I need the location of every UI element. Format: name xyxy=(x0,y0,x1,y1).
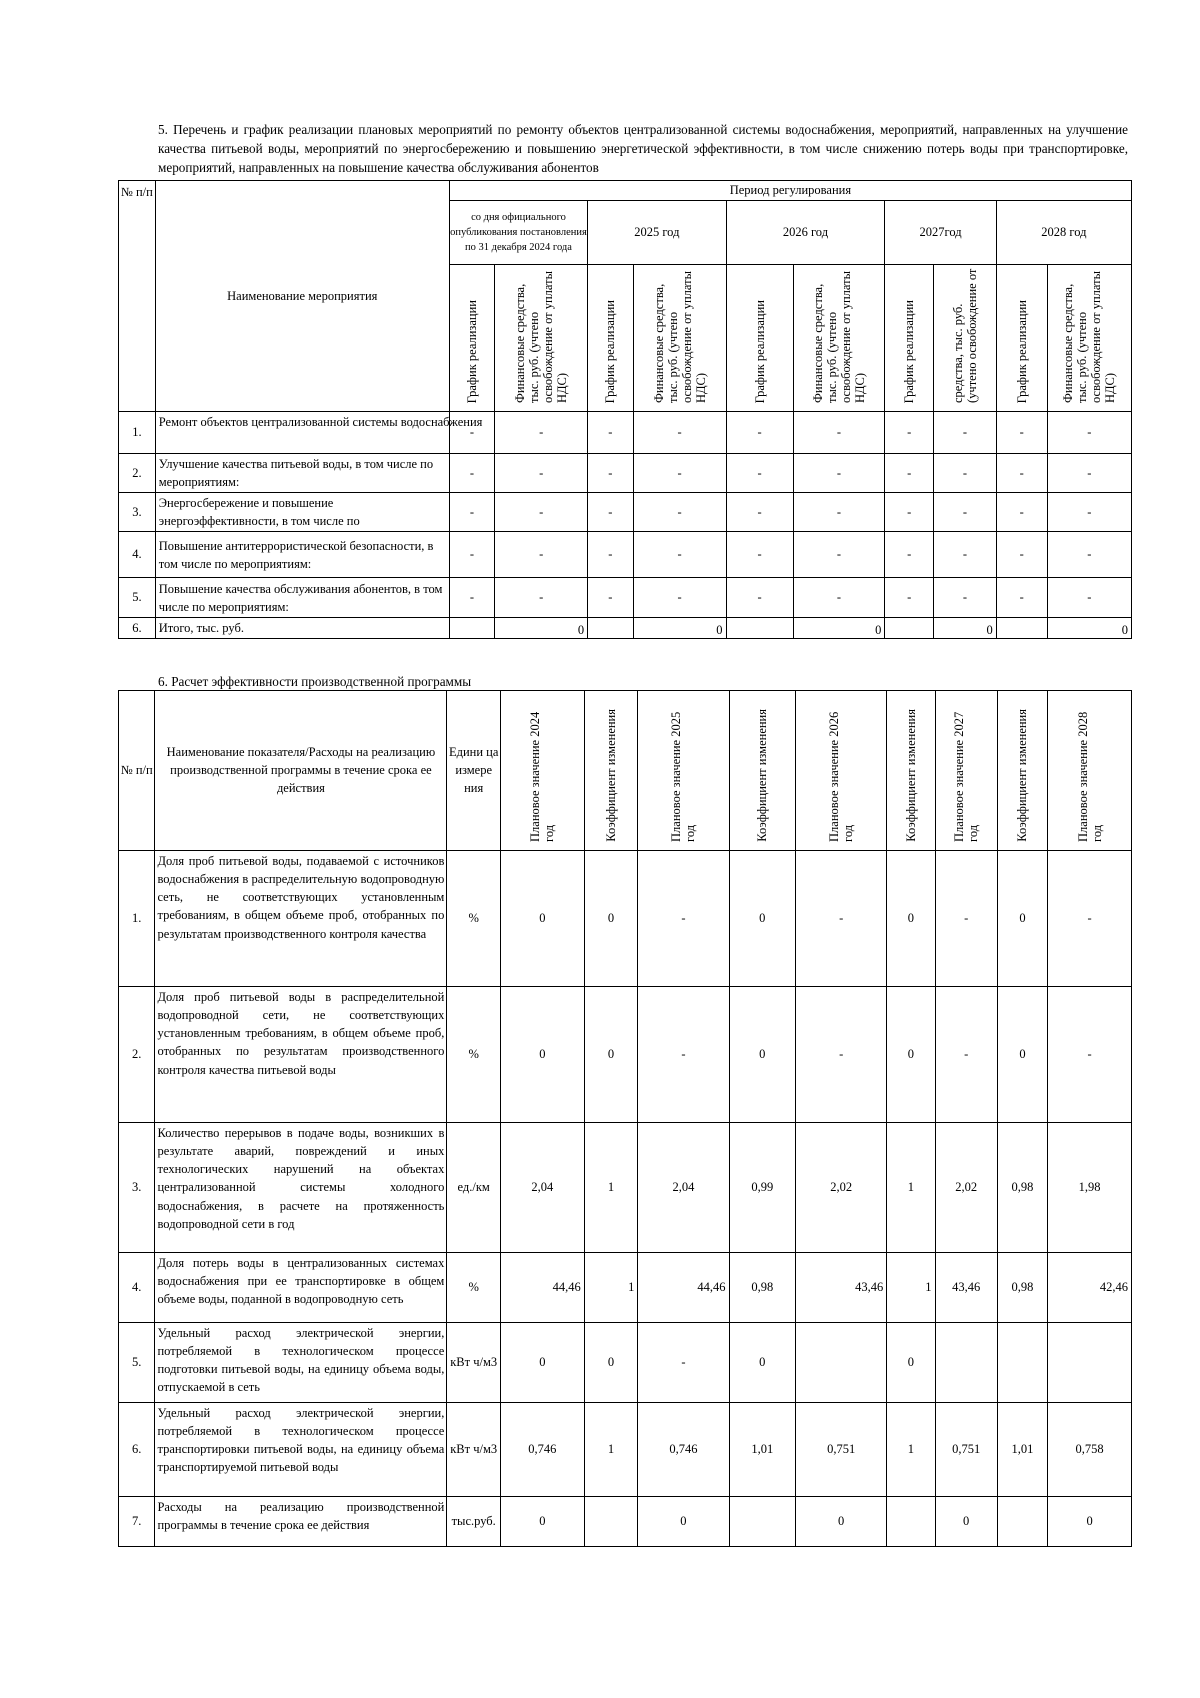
total-value: 0 xyxy=(633,618,726,639)
row-name: Удельный расход электрической энергии, потребляемой в технологическом процессе подготовки питьевой воды, на единицу объема воды, отпускаемой в сеть xyxy=(155,1322,447,1402)
row-value: - xyxy=(793,493,885,532)
total-value xyxy=(885,618,934,639)
table-row xyxy=(119,1496,1132,1546)
row-value: 1 xyxy=(887,1252,935,1322)
row-value xyxy=(887,1496,935,1546)
col-header-0: Плановое значение 2024 год xyxy=(528,711,557,842)
row-value: - xyxy=(793,532,885,578)
sub-finance-0: Финансовые средства, тыс. руб. (учтено освобождение от уплаты НДС) xyxy=(513,270,570,403)
row-value: - xyxy=(495,454,588,493)
row-value: 0 xyxy=(729,986,796,1122)
name-header: Наименование показателя/Расходы на реализацию производственной программы в течение срока ее действия xyxy=(155,691,447,851)
row-name: Ремонт объектов централизованной системы водоснабжения xyxy=(155,412,449,454)
row-value: 0,758 xyxy=(1048,1402,1132,1496)
row-value: 1 xyxy=(887,1402,935,1496)
row-value: - xyxy=(638,986,729,1122)
table-row xyxy=(119,578,1132,618)
table-row xyxy=(119,1252,1132,1322)
row-number: 5. xyxy=(119,578,156,618)
row-value: - xyxy=(633,412,726,454)
row-value: - xyxy=(638,1322,729,1402)
row-unit: % xyxy=(447,850,501,986)
row-value: 0 xyxy=(501,1496,585,1546)
row-unit: % xyxy=(447,1252,501,1322)
row-value: - xyxy=(996,532,1047,578)
row-value xyxy=(997,1496,1047,1546)
row-unit: тыс.руб. xyxy=(447,1496,501,1546)
num-header: № п/п xyxy=(119,181,156,412)
row-value: - xyxy=(885,578,934,618)
row-value: 0,98 xyxy=(997,1122,1047,1252)
row-value xyxy=(935,1322,997,1402)
total-value: 0 xyxy=(934,618,997,639)
row-value: - xyxy=(588,532,633,578)
row-value: - xyxy=(793,578,885,618)
row-value xyxy=(796,1322,887,1402)
total-value xyxy=(449,618,494,639)
row-unit: % xyxy=(447,986,501,1122)
row-value: - xyxy=(796,850,887,986)
row-value: - xyxy=(588,412,633,454)
total-value: 0 xyxy=(793,618,885,639)
row-value: 43,46 xyxy=(935,1252,997,1322)
row-number: 4. xyxy=(119,1252,155,1322)
row-name: Энергосбережение и повышение энергоэффективности, в том числе по xyxy=(155,493,449,532)
row-value: 0,98 xyxy=(729,1252,796,1322)
row-value: 0 xyxy=(887,1322,935,1402)
row-value: 0 xyxy=(501,850,585,986)
row-name: Улучшение качества питьевой воды, в том числе по мероприятиям: xyxy=(155,454,449,493)
row-unit: кВт ч/м3 xyxy=(447,1402,501,1496)
table-row xyxy=(119,1402,1132,1496)
row-value: 2,02 xyxy=(935,1122,997,1252)
period-0: со дня официального опубликования постановления по 31 декабря 2024 года xyxy=(449,201,587,265)
table-row xyxy=(119,454,1132,493)
row-number: 1. xyxy=(119,850,155,986)
row-value: - xyxy=(996,578,1047,618)
row-value: - xyxy=(633,454,726,493)
row-value: - xyxy=(1048,850,1132,986)
row-value: 44,46 xyxy=(638,1252,729,1322)
row-value: 1 xyxy=(887,1122,935,1252)
row-value: 2,02 xyxy=(796,1122,887,1252)
row-value: - xyxy=(449,493,494,532)
row-value: - xyxy=(934,532,997,578)
row-value: - xyxy=(1047,412,1131,454)
row-value: - xyxy=(793,454,885,493)
name-header: Наименование мероприятия xyxy=(155,181,449,412)
row-number: 2. xyxy=(119,454,156,493)
row-value: - xyxy=(449,578,494,618)
row-value: - xyxy=(934,454,997,493)
row-value: - xyxy=(885,412,934,454)
row-value: - xyxy=(588,454,633,493)
row-value xyxy=(1048,1322,1132,1402)
row-value: - xyxy=(934,578,997,618)
row-value: - xyxy=(726,454,793,493)
table-row xyxy=(119,532,1132,578)
row-value: - xyxy=(793,412,885,454)
row-value: - xyxy=(885,493,934,532)
row-unit: кВт ч/м3 xyxy=(447,1322,501,1402)
period-4: 2028 год xyxy=(996,201,1131,265)
sub-schedule-0: График реализации xyxy=(464,299,479,403)
row-number: 3. xyxy=(119,493,156,532)
row-value: - xyxy=(996,493,1047,532)
row-value: 1,01 xyxy=(997,1402,1047,1496)
row-value: - xyxy=(996,454,1047,493)
row-number: 2. xyxy=(119,986,155,1122)
total-value: 0 xyxy=(495,618,588,639)
row-value: - xyxy=(1047,493,1131,532)
row-value xyxy=(729,1496,796,1546)
row-value: 0 xyxy=(887,986,935,1122)
row-value: - xyxy=(495,578,588,618)
col-header-1: Коэффициент изменения xyxy=(604,709,618,842)
row-number: 5. xyxy=(119,1322,155,1402)
activities-table xyxy=(118,180,1132,639)
sub-finance-2: Финансовые средства, тыс. руб. (учтено освобождение от уплаты НДС) xyxy=(810,270,867,403)
table-row xyxy=(119,412,1132,454)
col-header-6: Плановое значение 2027 год xyxy=(952,711,981,842)
table-row xyxy=(119,850,1132,986)
row-value: - xyxy=(588,578,633,618)
unit-header: Едини ца измере ния xyxy=(447,691,501,851)
row-value: 2,04 xyxy=(501,1122,585,1252)
row-name: Доля проб питьевой воды в распределительной водопроводной сети, не соответствующих установленным требованиям, в общем объеме проб, отобранных по результатам производственного контроля качества питьевой воды xyxy=(155,986,447,1122)
table-row xyxy=(119,1122,1132,1252)
row-value xyxy=(997,1322,1047,1402)
row-value: - xyxy=(449,532,494,578)
row-value: - xyxy=(934,412,997,454)
row-number: 6. xyxy=(119,618,156,639)
row-value: - xyxy=(495,412,588,454)
row-value: 0 xyxy=(584,986,638,1122)
row-value: - xyxy=(1047,532,1131,578)
row-value: 0 xyxy=(584,850,638,986)
col-header-2: Плановое значение 2025 год xyxy=(669,711,698,842)
row-value: - xyxy=(449,454,494,493)
row-value: 0,751 xyxy=(796,1402,887,1496)
sub-schedule-1: График реализации xyxy=(603,299,618,403)
table-row xyxy=(119,986,1132,1122)
row-unit: ед./км xyxy=(447,1122,501,1252)
row-value: - xyxy=(1047,454,1131,493)
section5-title: 5. Перечень и график реализации плановых мероприятий по ремонту объектов централизованной системы водоснабжения, мероприятий, направленных на улучшение качества питьевой воды, мероприятий по энергосбережению и повышению энергетической эффективности, в том числе снижению потерь воды при транспортировке, мероприятий, направленных на повышение качества обслуживания абонентов xyxy=(158,122,1128,175)
row-name: Количество перерывов в подаче воды, возникших в результате аварий, повреждений и иных технологических нарушений на объектах централизованной системы холодного водоснабжения, в расчете на протяженность водопроводной сети в год xyxy=(155,1122,447,1252)
row-number: 3. xyxy=(119,1122,155,1252)
col-header-8: Плановое значение 2028 год xyxy=(1075,711,1104,842)
row-value: - xyxy=(935,986,997,1122)
row-value: 0 xyxy=(1048,1496,1132,1546)
row-value: 0 xyxy=(935,1496,997,1546)
row-name: Удельный расход электрической энергии, потребляемой в технологическом процессе транспортировки питьевой воды, на единицу объема транспортируемой питьевой воды xyxy=(155,1402,447,1496)
row-value: 0,751 xyxy=(935,1402,997,1496)
row-value: - xyxy=(495,532,588,578)
row-value: 0,746 xyxy=(501,1402,585,1496)
row-value: 0 xyxy=(796,1496,887,1546)
row-value: 0 xyxy=(729,850,796,986)
sub-finance-4: Финансовые средства, тыс. руб. (учтено освобождение от уплаты НДС) xyxy=(1061,270,1118,403)
row-value: - xyxy=(934,493,997,532)
row-value: - xyxy=(633,532,726,578)
row-value: 0 xyxy=(584,1322,638,1402)
row-value: 0,98 xyxy=(997,1252,1047,1322)
row-value: - xyxy=(726,578,793,618)
num-header: № п/п xyxy=(119,691,155,851)
sub-schedule-3: График реализации xyxy=(902,299,917,403)
sub-schedule-4: График реализации xyxy=(1014,299,1029,403)
row-value: 44,46 xyxy=(501,1252,585,1322)
sub-schedule-2: График реализации xyxy=(752,299,767,403)
row-number: 7. xyxy=(119,1496,155,1546)
row-value: 0,746 xyxy=(638,1402,729,1496)
section6-title: 6. Расчет эффективности производственной программы xyxy=(158,674,472,689)
col-header-4: Плановое значение 2026 год xyxy=(827,711,856,842)
row-value: - xyxy=(633,578,726,618)
row-number: 6. xyxy=(119,1402,155,1496)
row-name: Доля потерь воды в централизованных системах водоснабжения при ее транспортировке в общем объеме воды, поданной в водопроводную сеть xyxy=(155,1252,447,1322)
row-value: - xyxy=(449,412,494,454)
row-value: - xyxy=(1047,578,1131,618)
sub-finance-1: Финансовые средства, тыс. руб. (учтено освобождение от уплаты НДС) xyxy=(651,270,708,403)
table-row xyxy=(119,493,1132,532)
row-value: - xyxy=(796,986,887,1122)
row-value: - xyxy=(726,532,793,578)
row-value: 2,04 xyxy=(638,1122,729,1252)
row-value xyxy=(584,1496,638,1546)
row-value: 43,46 xyxy=(796,1252,887,1322)
col-header-7: Коэффициент изменения xyxy=(1015,709,1030,842)
row-value: 0 xyxy=(501,1322,585,1402)
row-value: - xyxy=(885,454,934,493)
row-value: 0 xyxy=(997,850,1047,986)
total-value: 0 xyxy=(1047,618,1131,639)
row-value: - xyxy=(935,850,997,986)
period-1: 2025 год xyxy=(588,201,726,265)
row-name: Расходы на реализацию производственной программы в течение срока ее действия xyxy=(155,1496,447,1546)
period-header: Период регулирования xyxy=(449,181,1131,201)
row-value: - xyxy=(726,412,793,454)
col-header-3: Коэффициент изменения xyxy=(755,709,770,842)
row-value: - xyxy=(996,412,1047,454)
row-value: - xyxy=(885,532,934,578)
row-value: 1,98 xyxy=(1048,1122,1132,1252)
total-row xyxy=(119,618,1132,639)
row-value: 1 xyxy=(584,1402,638,1496)
row-name: Итого, тыс. руб. xyxy=(155,618,449,639)
sub-finance-3: средства, тыс. руб. (учтено освобождение от xyxy=(950,268,979,403)
row-value: - xyxy=(1048,986,1132,1122)
row-value: - xyxy=(495,493,588,532)
row-value: - xyxy=(726,493,793,532)
period-3: 2027год xyxy=(885,201,996,265)
row-name: Повышение антитеррористической безопасности, в том числе по мероприятиям: xyxy=(155,532,449,578)
efficiency-table xyxy=(118,690,1132,1547)
table-row xyxy=(119,1322,1132,1402)
row-value: 1 xyxy=(584,1122,638,1252)
row-value: 42,46 xyxy=(1048,1252,1132,1322)
row-value: - xyxy=(633,493,726,532)
col-header-5: Коэффициент изменения xyxy=(903,709,918,842)
total-value xyxy=(996,618,1047,639)
period-2: 2026 год xyxy=(726,201,885,265)
row-value: 0,99 xyxy=(729,1122,796,1252)
row-number: 1. xyxy=(119,412,156,454)
row-value: 0 xyxy=(997,986,1047,1122)
row-number: 4. xyxy=(119,532,156,578)
row-value: - xyxy=(588,493,633,532)
row-name: Доля проб питьевой воды, подаваемой с источников водоснабжения в распределительную водопроводную сеть, не соответствующих установленным требованиям, в общем объеме проб, отобранных по результатам производственного контроля качества xyxy=(155,850,447,986)
total-value xyxy=(726,618,793,639)
row-value: - xyxy=(638,850,729,986)
row-value: 0 xyxy=(501,986,585,1122)
row-value: 1,01 xyxy=(729,1402,796,1496)
row-value: 0 xyxy=(887,850,935,986)
row-value: 0 xyxy=(729,1322,796,1402)
total-value xyxy=(588,618,633,639)
row-name: Повышение качества обслуживания абонентов, в том числе по мероприятиям: xyxy=(155,578,449,618)
row-value: 1 xyxy=(584,1252,638,1322)
row-value: 0 xyxy=(638,1496,729,1546)
